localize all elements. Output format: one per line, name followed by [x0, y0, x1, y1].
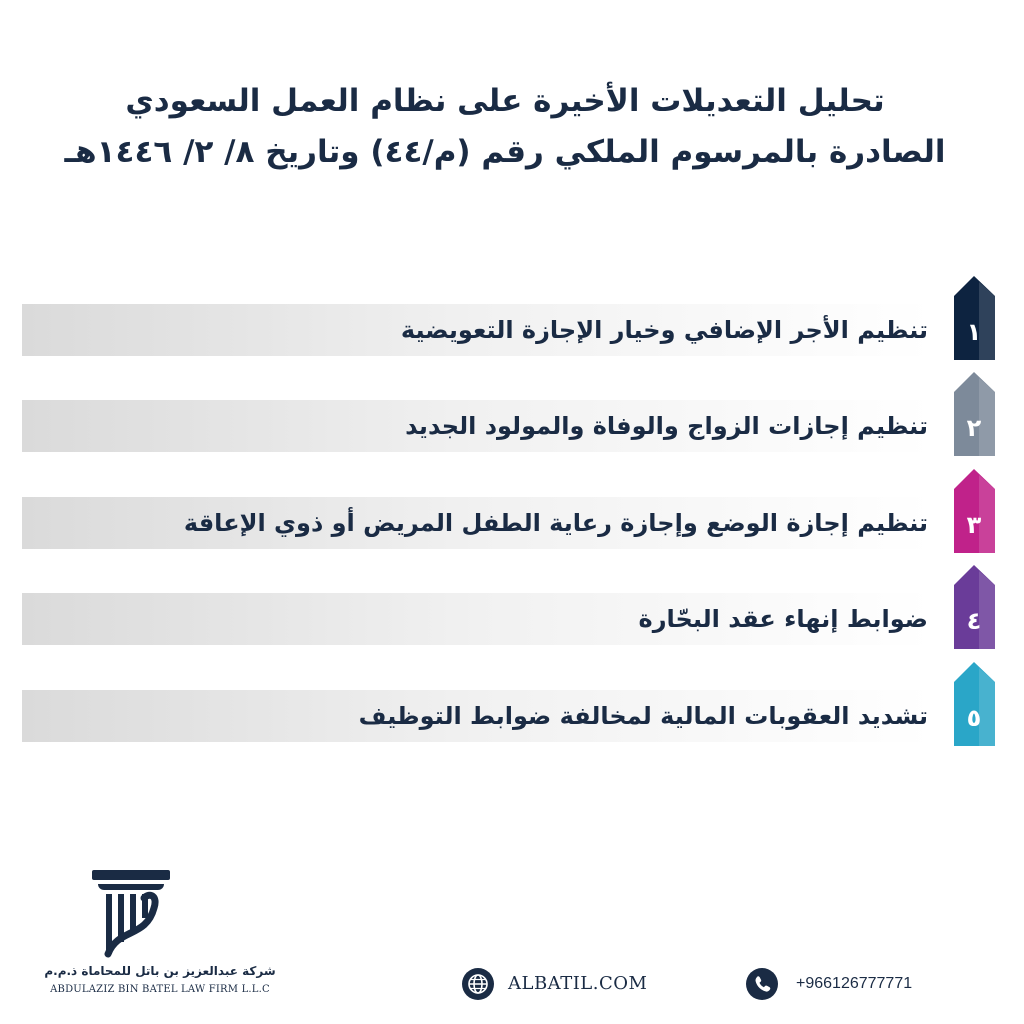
pillar-logo-icon	[88, 868, 174, 960]
item-label: ضوابط إنهاء عقد البحّارة	[638, 605, 928, 633]
phone-link[interactable]: +966126777771	[796, 975, 913, 992]
item-number: ٣	[966, 511, 982, 539]
list-item	[0, 469, 1024, 553]
globe-icon	[462, 968, 494, 1000]
firm-name-english: ABDULAZIZ BIN BATEL LAW FIRM L.L.C	[50, 984, 270, 995]
item-number: ٥	[966, 704, 982, 732]
list-item	[0, 565, 1024, 649]
website-link[interactable]: ALBATIL.COM	[508, 973, 648, 994]
item-label: تنظيم الأجر الإضافي وخيار الإجازة التعويضية	[400, 316, 928, 344]
item-label: تنظيم إجازات الزواج والوفاة والمولود الجديد	[405, 412, 928, 440]
list-item	[0, 662, 1024, 746]
item-label: تشديد العقوبات المالية لمخالفة ضوابط التوظيف	[358, 702, 928, 730]
title-line-1: تحليل التعديلات الأخيرة على نظام العمل السعودي	[125, 83, 885, 119]
phone-icon	[746, 968, 778, 1000]
item-number: ٤	[966, 607, 982, 635]
item-number: ٢	[966, 414, 982, 442]
firm-name-arabic: شركة عبدالعزيز بن باتل للمحاماة ذ.م.م	[44, 964, 276, 978]
list-item	[0, 372, 1024, 456]
item-label: تنظيم إجازة الوضع وإجازة رعاية الطفل المريض أو ذوي الإعاقة	[183, 509, 928, 537]
page-title	[40, 76, 970, 178]
list-item	[0, 276, 1024, 360]
title-line-2: الصادرة بالمرسوم الملكي رقم (م/٤٤) وتاريخ ٨/ ٢/ ١٤٤٦هـ	[64, 134, 946, 170]
item-number: ١	[966, 318, 982, 346]
